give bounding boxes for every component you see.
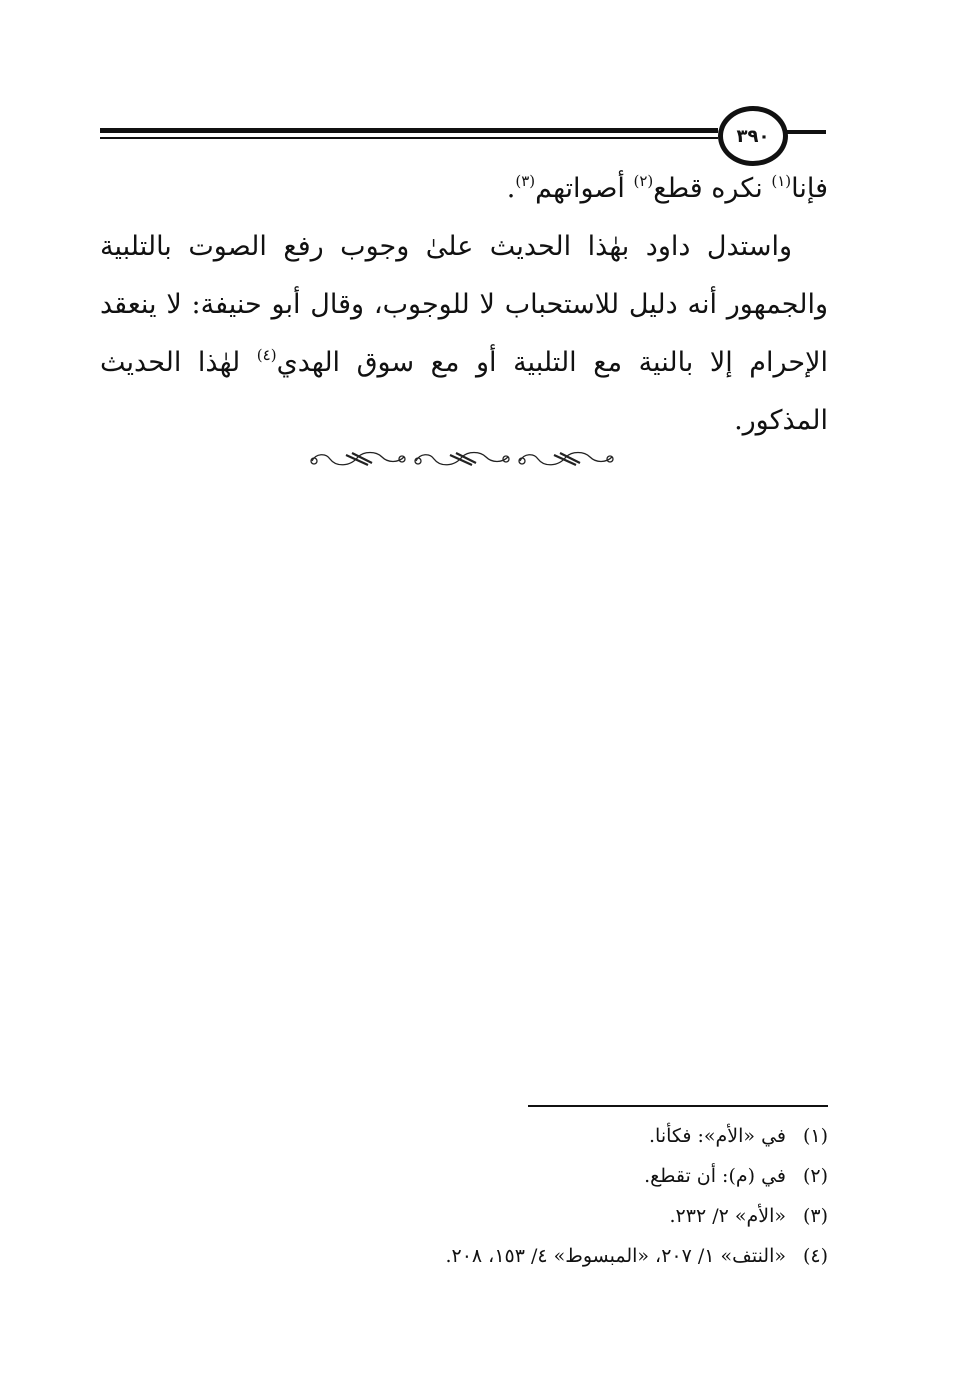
footnote-text: في «الأم»: فكأنا.: [648, 1125, 786, 1147]
footnote-ref-3: (٣): [515, 172, 536, 190]
main-text: [100, 160, 828, 450]
footnote-ref-1: (١): [771, 172, 792, 190]
footnote-number: (٤): [802, 1245, 828, 1267]
footnotes: [300, 1116, 828, 1276]
footnote-ref-4: (٤): [256, 346, 277, 364]
paragraph-1: فإنا$^{(١)}$ نكره قطع$^{(٢)}$ أصواتهم$^{(٣)}$.: [506, 172, 828, 204]
header-double-rule: [100, 128, 718, 142]
header-rule-tail: [786, 130, 826, 134]
footnote-text: في (م): أن تقطع.: [644, 1165, 786, 1187]
section-divider-ornament: [306, 447, 618, 471]
footnote-3: [300, 1196, 828, 1236]
footnote-ref-2: (٢): [633, 172, 654, 190]
paragraph-2: واستدل داود بهٰذا الحديث علىٰ وجوب رفع الصوت بالتلبية والجمهور أنه دليل للاستحباب لا للوجوب، وقال أبو حنيفة: لا ينعقد الإحرام إلا بالنية مع التلبية أو مع سوق الهدي$^{(٤)}$ لهٰذا الحديث المذكور.: [100, 231, 828, 436]
footnote-4: [300, 1236, 828, 1276]
footnote-text: «النتف» ١/ ٢٠٧، «المبسوط» ٤/ ١٥٣، ٢٠٨.: [445, 1245, 786, 1267]
page-number-badge: [718, 106, 788, 166]
footnote-text: «الأم» ٢/ ٢٣٢.: [669, 1205, 786, 1227]
footnote-number: (١): [802, 1125, 828, 1147]
footnote-number: (٢): [802, 1165, 828, 1187]
footnote-separator: [528, 1105, 828, 1107]
page-number: ٣٩٠: [736, 125, 770, 147]
footnote-2: [300, 1156, 828, 1196]
footnote-number: (٣): [802, 1205, 828, 1227]
footnote-1: [300, 1116, 828, 1156]
